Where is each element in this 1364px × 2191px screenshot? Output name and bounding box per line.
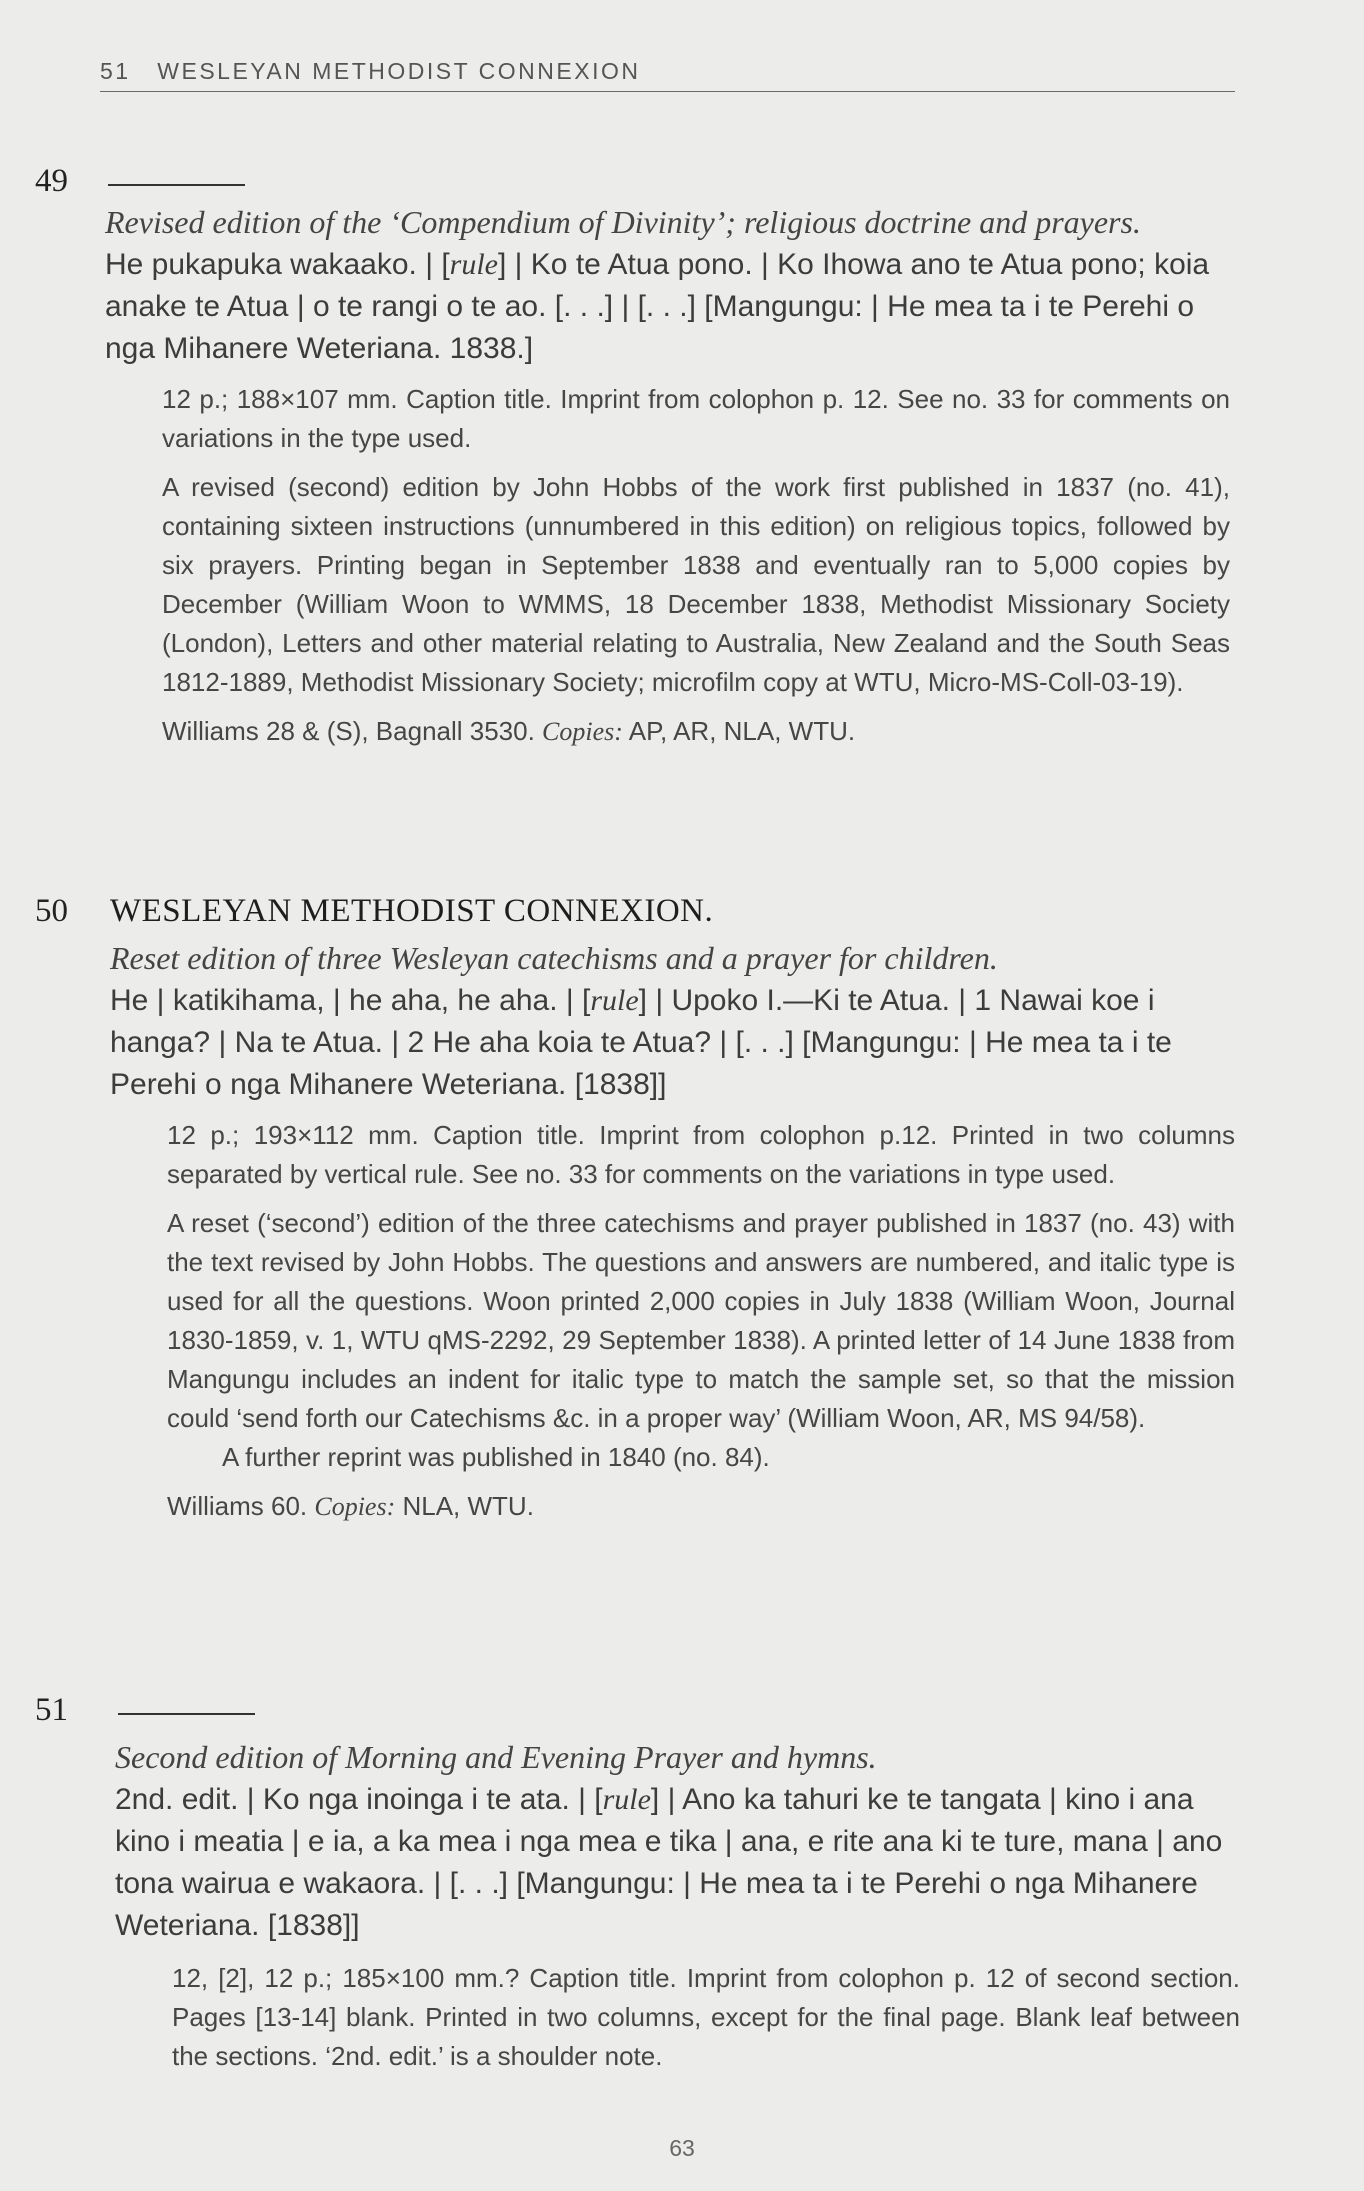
entry-body	[105, 201, 1230, 761]
notes	[167, 1116, 1235, 1526]
refs-text: Williams 60.	[167, 1491, 315, 1521]
publication-note: A reset (‘second’) edition of the three catechisms and prayer published in 1837 (no. 43) with the text revised by John Hobbs. The questions and answers are numbered, and italic type is used for all the questions. Woon printed 2,000 copies in July 1838 (William Woon, Journal 1830-1859, v. 1, WTU qMS-2292, 29 September 1838). A printed letter of 14 June 1838 from Mangungu includes an indent for italic type to match the sample set, so that the mission could ‘send forth our Catechisms &c. in a proper way’ (William Woon, AR, MS 94/58).	[167, 1208, 1235, 1433]
heading-dash	[118, 1713, 255, 1715]
heading-dash	[108, 184, 245, 186]
copies-label: Copies:	[314, 1492, 396, 1521]
copies-label: Copies:	[542, 717, 623, 746]
tp-part: 2nd. edit. | Ko nga inoinga i te ata. | [	[115, 1783, 603, 1816]
page-number: 63	[669, 2135, 695, 2161]
entry-description: Second edition of Morning and Evening Prayer and hymns.	[115, 1739, 877, 1775]
entry-description: Reset edition of three Wesleyan catechisms and a prayer for children.	[110, 940, 998, 976]
entry-number: 51	[35, 1692, 68, 1728]
entry-number: 50	[35, 893, 68, 929]
title-transcription	[115, 1779, 1240, 1947]
entry-description: Revised edition of the ‘Compendium of Divinity’; religious doctrine and prayers.	[105, 204, 1141, 240]
entry-body	[110, 937, 1235, 1536]
notes	[172, 1959, 1240, 2076]
publication-note: A revised (second) edition by John Hobbs of the work first published in 1837 (no. 41), containing sixteen instructions (unnumbered in this edition) on religious topics, followed by six prayers. Printing began in September 1838 and eventually ran to 5,000 copies by December (William Woon to WMMS, 18 December 1838, Methodist Missionary Society (London), Letters and other material relating to Australia, New Zealand and the South Seas 1812-1889, Methodist Missionary Society; microfilm copy at WTU, Micro-MS-Coll-03-19).	[162, 472, 1230, 697]
physical-description: 12 p.; 188×107 mm. Caption title. Imprint from colophon p. 12. See no. 33 for comments on variations in the type used.	[162, 384, 1230, 453]
notes	[162, 380, 1230, 751]
entry-body	[115, 1736, 1240, 2086]
header-page-number: 51	[100, 58, 131, 84]
tp-rule: rule	[590, 984, 639, 1017]
header-title: WESLEYAN METHODIST CONNEXION	[157, 58, 641, 84]
title-transcription	[110, 980, 1235, 1106]
title-transcription	[105, 244, 1230, 370]
tp-part: He | katikihama, | he aha, he aha. | [	[110, 984, 591, 1017]
refs-text: Williams 28 & (S), Bagnall 3530.	[162, 716, 543, 746]
copies-list: NLA, WTU.	[395, 1491, 534, 1521]
tp-part: ] | Ano ka tahuri ke te tangata | kino i ana kino i meatia | e ia, a ka mea i nga mea e tika | ana, e rite ana ki te ture, mana | ano tona wairua e wakaora. | [. . .] [Mangungu: | He mea ta i te Perehi o nga Mihanere Weteriana. [1838]]	[115, 1783, 1223, 1942]
tp-rule: rule	[602, 1783, 651, 1816]
references	[162, 712, 1230, 751]
reprint-note: A further reprint was published in 1840 (no. 84).	[222, 1442, 770, 1472]
copies-list: AP, AR, NLA, WTU.	[622, 716, 856, 746]
tp-part: ] | Ko te Atua pono. | Ko Ihowa ano te Atua pono; koia anake te Atua | o te rangi o te ao. [. . .] | [. . .] [Mangungu: | He mea ta i te Perehi o nga Mihanere Weteriana. 1838.]	[105, 248, 1210, 365]
tp-part: He pukapuka wakaako. | [	[105, 248, 450, 281]
tp-part: ] | Upoko I.—Ki te Atua. | 1 Nawai koe i hanga? | Na te Atua. | 2 He aha koia te Atua? | [. . .] [Mangungu: | He mea ta i te Perehi o nga Mihanere Weteriana. [1838]]	[110, 984, 1172, 1101]
entry-heading: WESLEYAN METHODIST CONNEXION.	[110, 893, 714, 929]
tp-rule: rule	[449, 248, 498, 281]
physical-description: 12 p.; 193×112 mm. Caption title. Imprint from colophon p.12. Printed in two columns separated by vertical rule. See no. 33 for comments on the variations in type used.	[167, 1120, 1235, 1189]
entry-number: 49	[35, 163, 68, 199]
physical-description: 12, [2], 12 p.; 185×100 mm.? Caption title. Imprint from colophon p. 12 of second section. Pages [13-14] blank. Printed in two columns, except for the final page. Blank leaf between the sections. ‘2nd. edit.’ is a shoulder note.	[172, 1963, 1240, 2071]
references	[167, 1487, 1235, 1526]
running-header	[100, 58, 1235, 92]
